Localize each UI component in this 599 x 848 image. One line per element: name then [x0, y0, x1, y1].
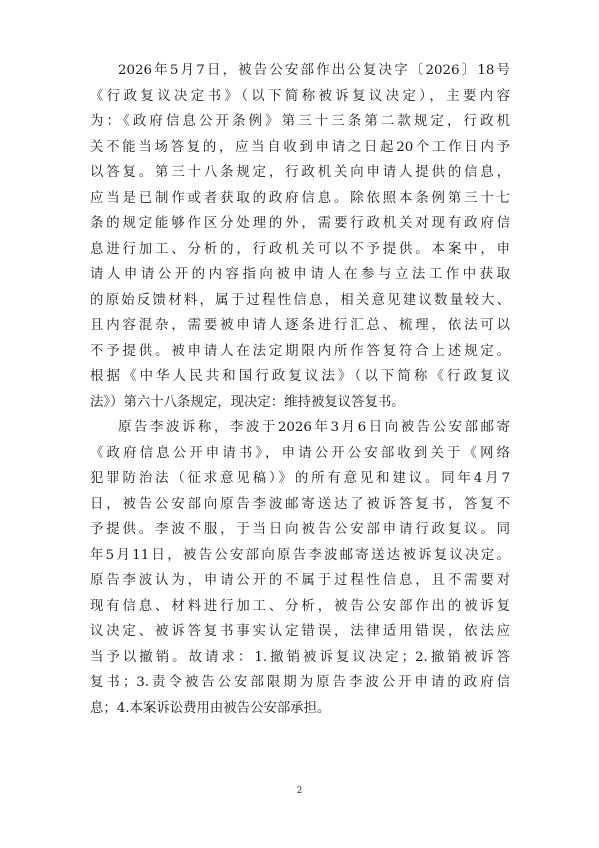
text-line: 以答复。第三十八条规定，行政机关向申请人提供的信息，: [90, 165, 510, 180]
page-number: 2: [296, 786, 303, 796]
text-line: 为：《政府信息公开条例》第三十三条第二款规定，行政机: [90, 114, 510, 129]
text-line: 2026年5月7日，被告公安部作出公复决字〔2026〕18号: [118, 63, 510, 78]
text-line: 条的规定能够作区分处理的外，需要行政机关对现有政府信: [90, 216, 510, 231]
text-line: 请人申请公开的内容指向被申请人在参与立法工作中获取: [90, 267, 510, 282]
text-line: 议决定、被诉答复书事实认定错误，法律适用错误，依法应: [90, 624, 510, 639]
text-line: 当予以撤销。故请求：1.撤销被诉复议决定；2.撤销被诉答: [90, 649, 510, 665]
text-line: 原告李波诉称，李波于2026年3月6日向被告公安部邮寄: [118, 420, 510, 435]
text-line: 《行政复议决定书》（以下简称被诉复议决定），主要内容: [90, 88, 510, 104]
text-line: 原告李波认为，申请公开的不属于过程性信息，且不需要对: [90, 573, 510, 588]
text-line: 且内容混杂，需要被申请人逐条进行汇总、梳理，依法可以: [90, 318, 510, 333]
paragraph-decision-summary: [90, 58, 510, 415]
text-line: 日，被告公安部向原告李波邮寄送达了被诉答复书，答复不: [90, 496, 510, 512]
text-line: 根据《中华人民共和国行政复议法》（以下简称《行政复议: [90, 369, 510, 384]
text-line: 应当是已制作或者获取的政府信息。除依照本条例第三十七: [90, 190, 510, 206]
text-line: 不予提供。被申请人在法定期限内所作答复符合上述规定。: [90, 343, 510, 359]
text-line: 《政府信息公开申请书》，申请公开公安部收到关于《网络: [90, 445, 510, 461]
paragraph-plaintiff-claim: [90, 415, 510, 721]
text-line: 年5月11日，被告公安部向原告李波邮寄送达被诉复议决定。: [90, 547, 510, 563]
text-line: 犯罪防治法（征求意见稿）》的所有意见和建议。同年4月7: [90, 471, 510, 486]
text-line: 的原始反馈材料，属于过程性信息，相关意见建议数量较大、: [90, 292, 510, 308]
text-line: 复书；3.责令被告公安部限期为原告李波公开申请的政府信: [90, 675, 510, 690]
text-line: 息进行加工、分析的，行政机关可以不予提供。本案中，申: [90, 241, 510, 257]
body-text: [90, 58, 510, 721]
text-line: 关不能当场答复的，应当自收到申请之日起20个工作日内予: [90, 139, 510, 155]
text-line: 予提供。李波不服，于当日向被告公安部申请行政复议。同: [90, 522, 510, 537]
text-line: 法》）第六十八条规定，现决定：维持被复议答复书。: [90, 394, 405, 410]
text-line: 现有信息、材料进行加工、分析，被告公安部作出的被诉复: [90, 598, 510, 614]
text-line: 息；4.本案诉讼费用由被告公安部承担。: [90, 700, 331, 716]
